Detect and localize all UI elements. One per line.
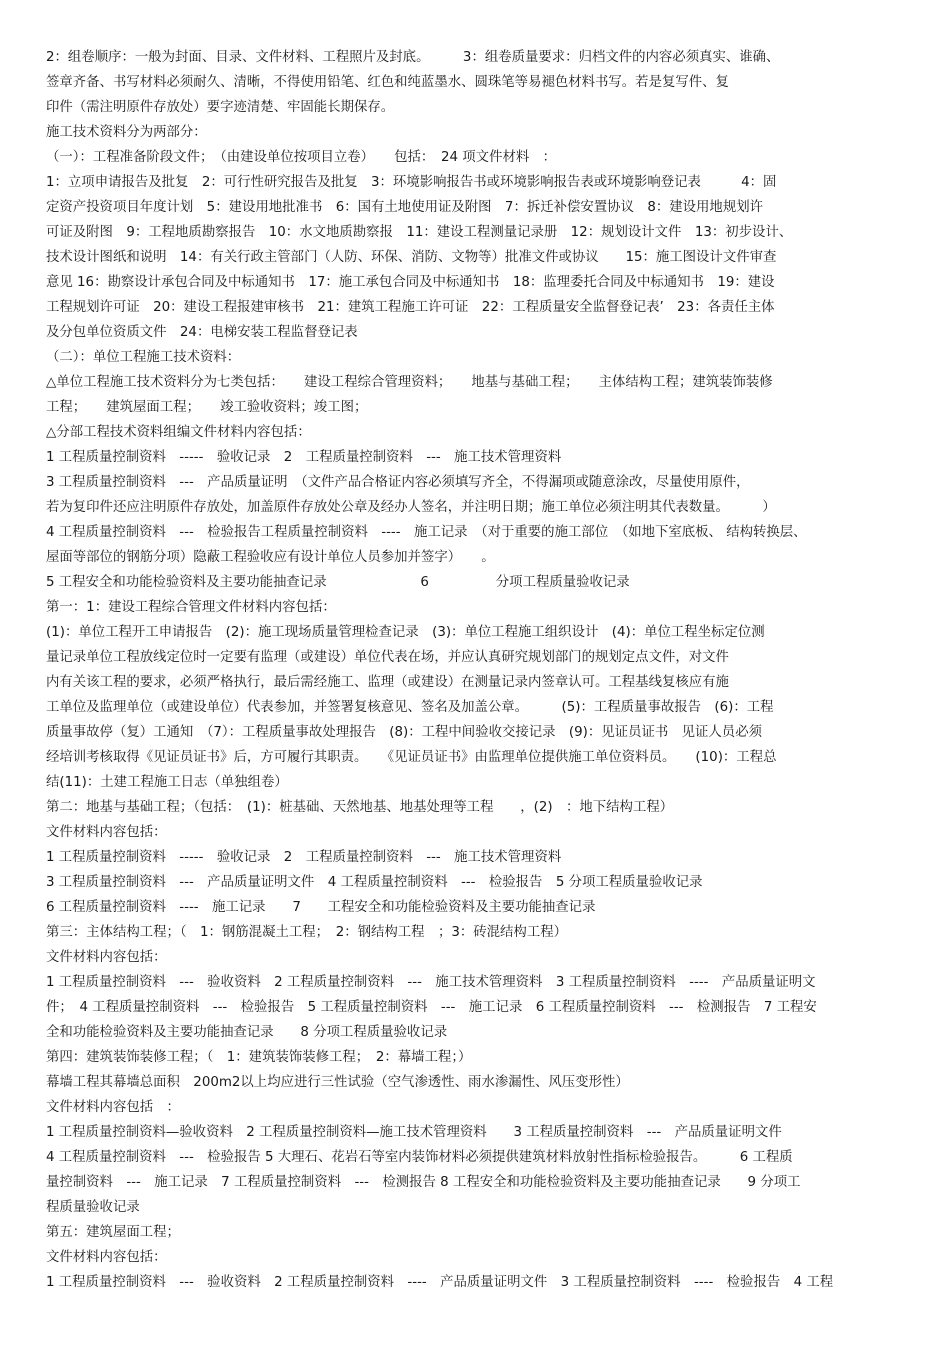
text-line: 件； 4 工程质量控制资料 --- 检验报告 5 工程质量控制资料 --- 施工记录 6 工程质量控制资料 --- 检测报告 7 工程安	[46, 1000, 817, 1015]
text-line: 签章齐备、书写材料必须耐久、清晰，不得使用铅笔、红色和纯蓝墨水、圆珠笔等易褪色材料书写。若是复写件、复	[46, 75, 729, 90]
text-line: （二）：单位工程施工技术资料：	[46, 350, 241, 365]
text-line: 幕墙工程其幕墙总面积 200m2以上均应进行三性试验（空气渗透性、雨水渗漏性、风压变形性）	[46, 1075, 629, 1090]
text-line: 技术设计图纸和说明 14：有关行政主管部门（人防、环保、消防、文物等）批准文件或协议 15：施工图设计文件审查	[46, 250, 777, 265]
text-line: 量控制资料 --- 施工记录 7 工程质量控制资料 --- 检测报告 8 工程安全和功能检验资料及主要功能抽查记录 9 分项工	[46, 1175, 801, 1190]
text-line: 量记录单位工程放线定位时一定要有监理（或建设）单位代表在场，并应认真研究规划部门的规划定点文件，对文件	[46, 650, 729, 665]
text-line: 5 工程安全和功能检验资料及主要功能抽查记录 6 分项工程质量验收记录	[46, 575, 630, 590]
text-line: 第一：1：建设工程综合管理文件材料内容包括：	[46, 600, 336, 615]
text-line: 施工技术资料分为两部分：	[46, 125, 207, 140]
text-line: 结(11)：土建工程施工日志（单独组卷）	[46, 775, 288, 790]
text-line: 1 工程质量控制资料 ----- 验收记录 2 工程质量控制资料 --- 施工技术管理资料	[46, 450, 562, 465]
text-line: 若为复印件还应注明原件存放处，加盖原件存放处公章及经办人签名，并注明日期；施工单位必须注明其代表数量。 ）	[46, 500, 776, 515]
text-line: 全和功能检验资料及主要功能抽查记录 8 分项工程质量验收记录	[46, 1025, 448, 1040]
text-line: 第三：主体结构工程；（ 1：钢筋混凝土工程； 2：钢结构工程 ；3：砖混结构工程）	[46, 925, 567, 940]
text-line: 第四：建筑装饰装修工程；（ 1：建筑装饰装修工程； 2：幕墙工程；）	[46, 1050, 472, 1065]
text-line: 定资产投资项目年度计划 5：建设用地批准书 6：国有土地使用证及附图 7：拆迁补偿安置协议 8：建设用地规划许	[46, 200, 763, 215]
text-line: 印件（需注明原件存放处）要字迹清楚、牢固能长期保存。	[46, 100, 395, 115]
text-line: 1 工程质量控制资料—验收资料 2 工程质量控制资料—施工技术管理资料 3 工程质量控制资料 --- 产品质量证明文件	[46, 1125, 782, 1140]
text-line: 4 工程质量控制资料 --- 检验报告 5 大理石、花岩石等室内装饰材料必须提供建筑材料放射性指标检验报告。 6 工程质	[46, 1150, 793, 1165]
text-line: 工单位及监理单位（或建设单位）代表参加，并签署复核意见、签名及加盖公章。 (5)：工程质量事故报告 (6)：工程	[46, 700, 774, 715]
text-line: 内有关该工程的要求，必须严格执行，最后需经施工、监理（或建设）在测量记录内签章认可。工程基线复核应有施	[46, 675, 729, 690]
text-line: 2：组卷顺序：一般为封面、目录、文件材料、工程照片及封底。 3：组卷质量要求：归档文件的内容必须真实、谁确、	[46, 50, 780, 65]
text-line: 1 工程质量控制资料 --- 验收资料 2 工程质量控制资料 ---- 产品质量证明文件 3 工程质量控制资料 ---- 检验报告 4 工程	[46, 1275, 834, 1290]
text-line: （一）：工程准备阶段文件； （由建设单位按项目立卷） 包括： 24 项文件材料 ：	[46, 150, 557, 165]
text-line: 可证及附图 9：工程地质勘察报告 10：水文地质勘察报 11：建设工程测量记录册 12：规划设计文件 13：初步设计、	[46, 225, 793, 240]
text-line: 4 工程质量控制资料 --- 检验报告工程质量控制资料 ---- 施工记录 （对于重要的施工部位 （如地下室底板、 结构转换层、	[46, 525, 807, 540]
text-line: (1)：单位工程开工申请报告 (2)：施工现场质量管理检查记录 (3)：单位工程施工组织设计 (4)：单位工程坐标定位测	[46, 625, 765, 640]
text-line: 3 工程质量控制资料 --- 产品质量证明文件 4 工程质量控制资料 --- 检验报告 5 分项工程质量验收记录	[46, 875, 703, 890]
text-line: 3 工程质量控制资料 --- 产品质量证明 （文件产品合格证内容必须填写齐全，不得漏项或随意涂改，尽量使用原件，	[46, 475, 750, 490]
text-line: 工程； 建筑屋面工程； 竣工验收资料；竣工图；	[46, 400, 368, 415]
text-line: △单位工程施工技术资料分为七类包括： 建设工程综合管理资料； 地基与基础工程； 主体结构工程；建筑装饰装修	[46, 375, 773, 390]
text-line: 经培训考核取得《见证员证书》后，方可履行其职责。 《见证员证书》由监理单位提供施工单位资料员。 (10)：工程总	[46, 750, 777, 765]
text-line: 1 工程质量控制资料 --- 验收资料 2 工程质量控制资料 --- 施工技术管理资料 3 工程质量控制资料 ---- 产品质量证明文	[46, 975, 816, 990]
text-line: △分部工程技术资料组编文件材料内容包括：	[46, 425, 311, 440]
text-line: 6 工程质量控制资料 ---- 施工记录 7 工程安全和功能检验资料及主要功能抽查记录	[46, 900, 596, 915]
text-line: 文件材料内容包括：	[46, 950, 167, 965]
text-line: 第二：地基与基础工程；（包括： (1)：桩基础、天然地基、地基处理等工程 ，(2) ：地下结构工程）	[46, 800, 674, 815]
text-line: 及分包单位资质文件 24：电梯安装工程监督登记表	[46, 325, 358, 340]
text-line: 文件材料内容包括：	[46, 825, 167, 840]
text-line: 屋面等部位的钢筋分项）隐蔽工程验收应有设计单位人员参加并签字） 。	[46, 550, 495, 565]
text-line: 工程规划许可证 20：建设工程报建审核书 21：建筑工程施工许可证 22：工程质量安全监督登记表’ 23：各责任主体	[46, 300, 775, 315]
text-line: 第五：建筑屋面工程；	[46, 1225, 180, 1240]
text-line: 意见 16：勘察设计承包合同及中标通知书 17：施工承包合同及中标通知书 18：监理委托合同及中标通知书 19：建设	[46, 275, 775, 290]
text-line: 1 工程质量控制资料 ----- 验收记录 2 工程质量控制资料 --- 施工技术管理资料	[46, 850, 562, 865]
text-line: 文件材料内容包括：	[46, 1250, 167, 1265]
text-line: 质量事故停（复）工通知 （7）：工程质量事故处理报告 (8)：工程中间验收交接记录 (9)：见证员证书 见证人员必须	[46, 725, 762, 740]
text-line: 程质量验收记录	[46, 1200, 140, 1215]
text-line: 文件材料内容包括 ：	[46, 1100, 180, 1115]
text-line: 1：立项申请报告及批复 2：可行性研究报告及批复 3：环境影响报告书或环境影响报告表或环境影响登记表 4：固	[46, 175, 777, 190]
